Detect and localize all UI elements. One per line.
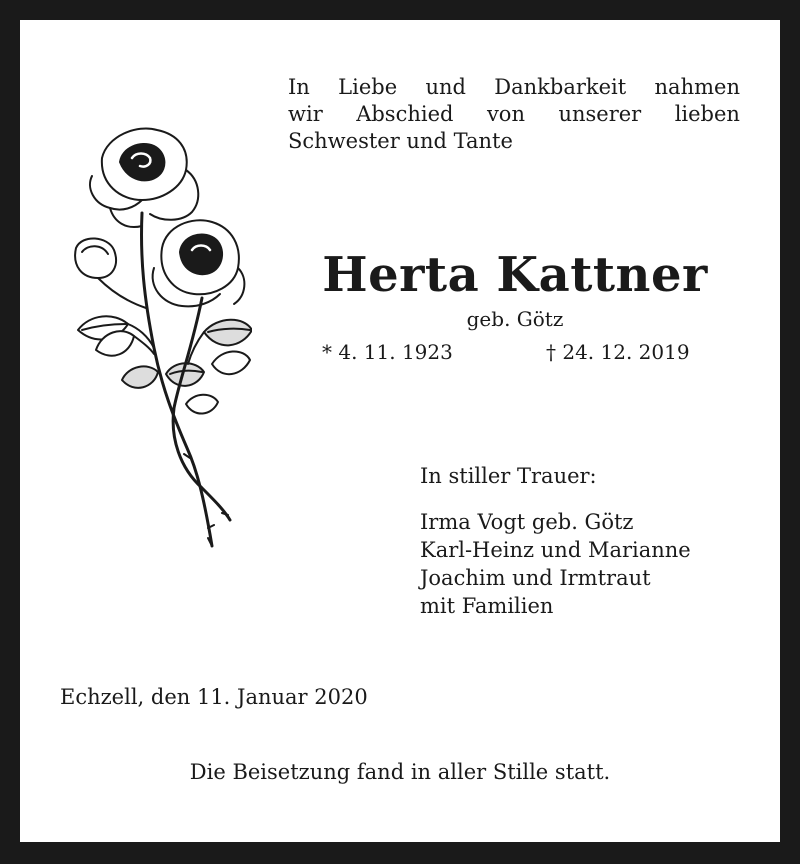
- burial-note: Die Beisetzung fand in aller Stille statt.: [189, 760, 611, 784]
- mourner-entry: Karl-Heinz und Marianne: [420, 538, 691, 562]
- intro-word: und: [425, 75, 466, 99]
- intro-word: unserer: [558, 102, 642, 126]
- intro-line-2: [288, 101, 740, 128]
- mourning-heading: In stiller Trauer:: [420, 464, 597, 488]
- intro-word: Dankbarkeit: [494, 75, 627, 99]
- intro-word: In: [288, 75, 310, 99]
- deceased-name: Herta Kattner: [322, 247, 708, 303]
- birth-date: * 4. 11. 1923: [322, 340, 453, 364]
- intro-word: lieben: [674, 102, 740, 126]
- intro-text: [288, 74, 740, 155]
- birth-name: geb. Götz: [466, 307, 564, 331]
- intro-word: nahmen: [654, 75, 740, 99]
- mourner-entry: Joachim und Irmtraut: [420, 566, 651, 590]
- intro-line-3: [288, 128, 740, 155]
- rose-illustration-icon: [62, 118, 252, 558]
- intro-word: Abschied: [356, 102, 454, 126]
- intro-word: von: [486, 102, 525, 126]
- intro-word: wir: [288, 102, 323, 126]
- death-date: † 24. 12. 2019: [546, 340, 690, 364]
- intro-line-1: [288, 74, 740, 101]
- mourners-list: [420, 508, 691, 620]
- mourner-entry: mit Familien: [420, 594, 554, 618]
- intro-word: Liebe: [338, 75, 398, 99]
- place-and-date: Echzell, den 11. Januar 2020: [60, 685, 368, 709]
- mourner-entry: Irma Vogt geb. Götz: [420, 510, 634, 534]
- intro-line-3-text: Schwester und Tante: [288, 129, 513, 153]
